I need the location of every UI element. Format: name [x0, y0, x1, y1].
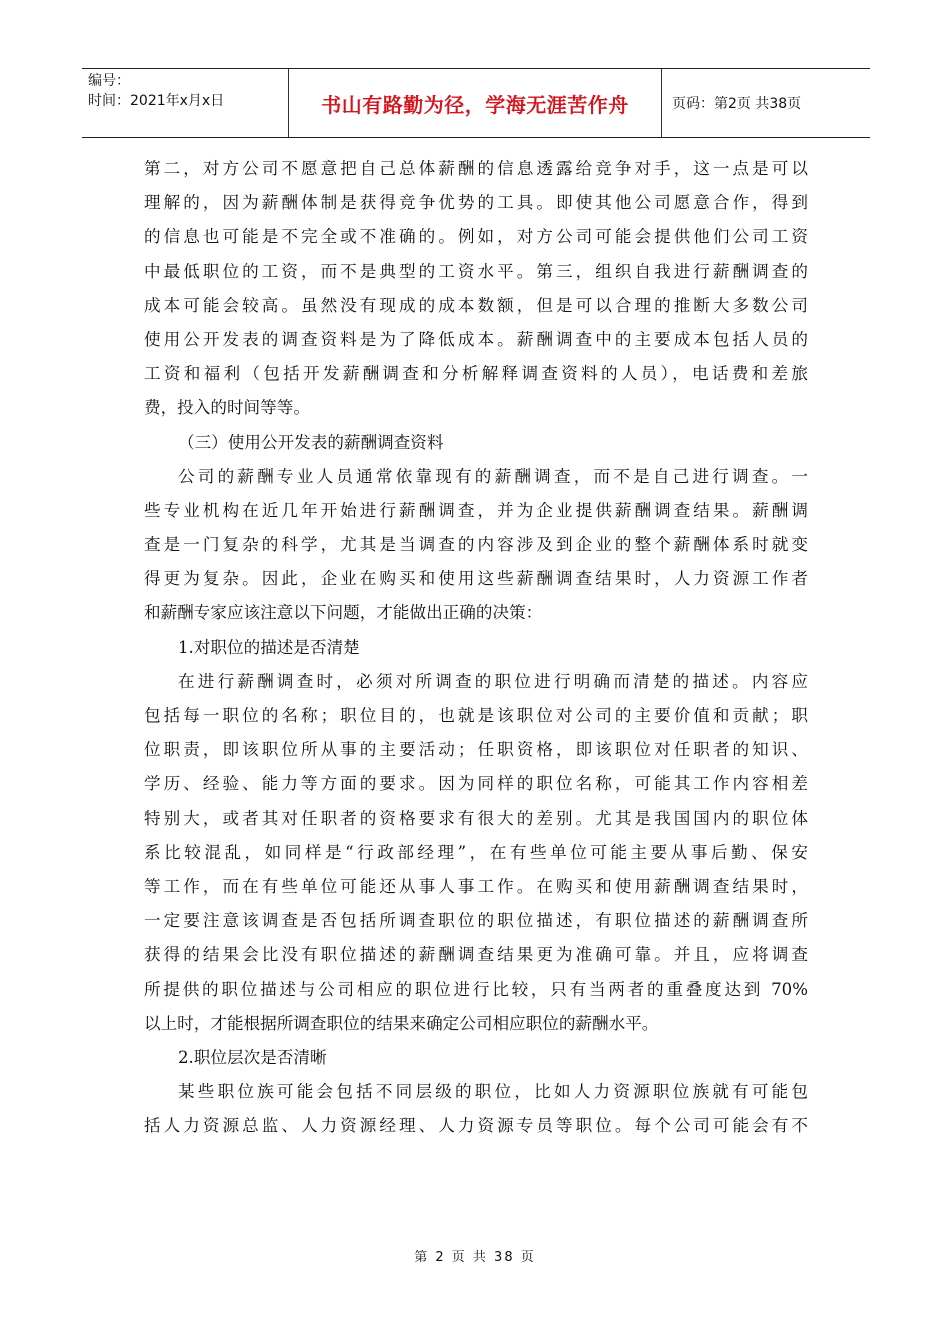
text-line: 特别大，或者其对任职者的资格要求有很大的差别。尤其是我国国内的职位体: [144, 808, 808, 828]
text-line: 查是一门复杂的科学，尤其是当调查的内容涉及到企业的整个薪酬体系时就变: [144, 535, 808, 555]
text-line: 公司的薪酬专业人员通常依靠现有的薪酬调查，而不是自己进行调查。一: [178, 466, 808, 486]
page-header: [82, 68, 870, 138]
text-line: 所提供的职位描述与公司相应的职位进行比较，只有当两者的重叠度达到 70%: [144, 979, 808, 999]
text-line: 第二，对方公司不愿意把自己总体薪酬的信息透露给竞争对手，这一点是可以: [144, 159, 808, 178]
page-code: 页码：第2页 共38页: [672, 96, 802, 112]
time-label: 时间：2021年x月x日: [88, 93, 225, 109]
text-line: 获得的结果会比没有职位描述的薪酬调查结果更为准确可靠。并且，应将调查: [144, 945, 808, 965]
text-line: 以上时，才能根据所调查职位的结果来确定公司相应职位的薪酬水平。: [144, 1013, 659, 1033]
text-line: 2.职位层次是否清晰: [178, 1047, 327, 1067]
text-line: 一定要注意该调查是否包括所调查职位的职位描述，有职位描述的薪酬调查所: [144, 911, 808, 931]
text-line: 学历、经验、能力等方面的要求。因为同样的职位名称，可能其工作内容相差: [144, 774, 808, 794]
text-line: 1.对职位的描述是否清楚: [178, 637, 360, 657]
text-line: 费，投入的时间等等。: [144, 398, 310, 418]
text-line: 些专业机构在近几年开始进行薪酬调查，并为企业提供薪酬调查结果。薪酬调: [144, 500, 808, 520]
text-line: 某些职位族可能会包括不同层级的职位，比如人力资源职位族就有可能包: [178, 1082, 808, 1102]
text-line: 包括每一职位的名称；职位目的，也就是该职位对公司的主要价值和贡献；职: [144, 706, 808, 725]
text-line: 括人力资源总监、人力资源经理、人力资源专员等职位。每个公司可能会有不: [144, 1116, 808, 1136]
text-line: 成本可能会较高。虽然没有现成的成本数额，但是可以合理的推断大多数公司: [144, 295, 808, 315]
text-line: 使用公开发表的调查资料是为了降低成本。薪酬调查中的主要成本包括人员的: [144, 329, 808, 349]
text-line: 的信息也可能是不完全或不准确的。例如，对方公司可能会提供他们公司工资: [144, 227, 808, 247]
text-line: 工资和福利（包括开发薪酬调查和分析解释调查资料的人员），电话费和差旅: [144, 364, 808, 384]
page-footer: 第 2 页 共 38 页: [414, 1250, 536, 1265]
number-label: 编号：: [88, 73, 130, 89]
text-line: 理解的，因为薪酬体制是获得竞争优势的工具。即使其他公司愿意合作，得到: [144, 193, 808, 213]
text-line: 得更为复杂。因此，企业在购买和使用这些薪酬调查结果时，人力资源工作者: [144, 569, 808, 589]
header-motto: 书山有路勤为径，学海无涯苦作舟: [289, 69, 662, 137]
text-line: （三）使用公开发表的薪酬调查资料: [178, 432, 444, 452]
text-line: 和薪酬专家应该注意以下问题，才能做出正确的决策：: [144, 603, 543, 623]
text-line: 系比较混乱，如同样是“行政部经理”，在有些单位可能主要从事后勤、保安: [144, 842, 808, 862]
text-line: 在进行薪酬调查时，必须对所调查的职位进行明确而清楚的描述。内容应: [178, 671, 808, 691]
document-body: [144, 152, 808, 1143]
header-meta: [82, 69, 289, 137]
text-line: 中最低职位的工资，而不是典型的工资水平。第三，组织自我进行薪酬调查的: [144, 261, 808, 281]
text-line: 位职责，即该职位所从事的主要活动；任职资格，即该职位对任职者的知识、: [144, 740, 808, 760]
text-line: 等工作，而在有些单位可能还从事人事工作。在购买和使用薪酬调查结果时，: [144, 876, 808, 896]
